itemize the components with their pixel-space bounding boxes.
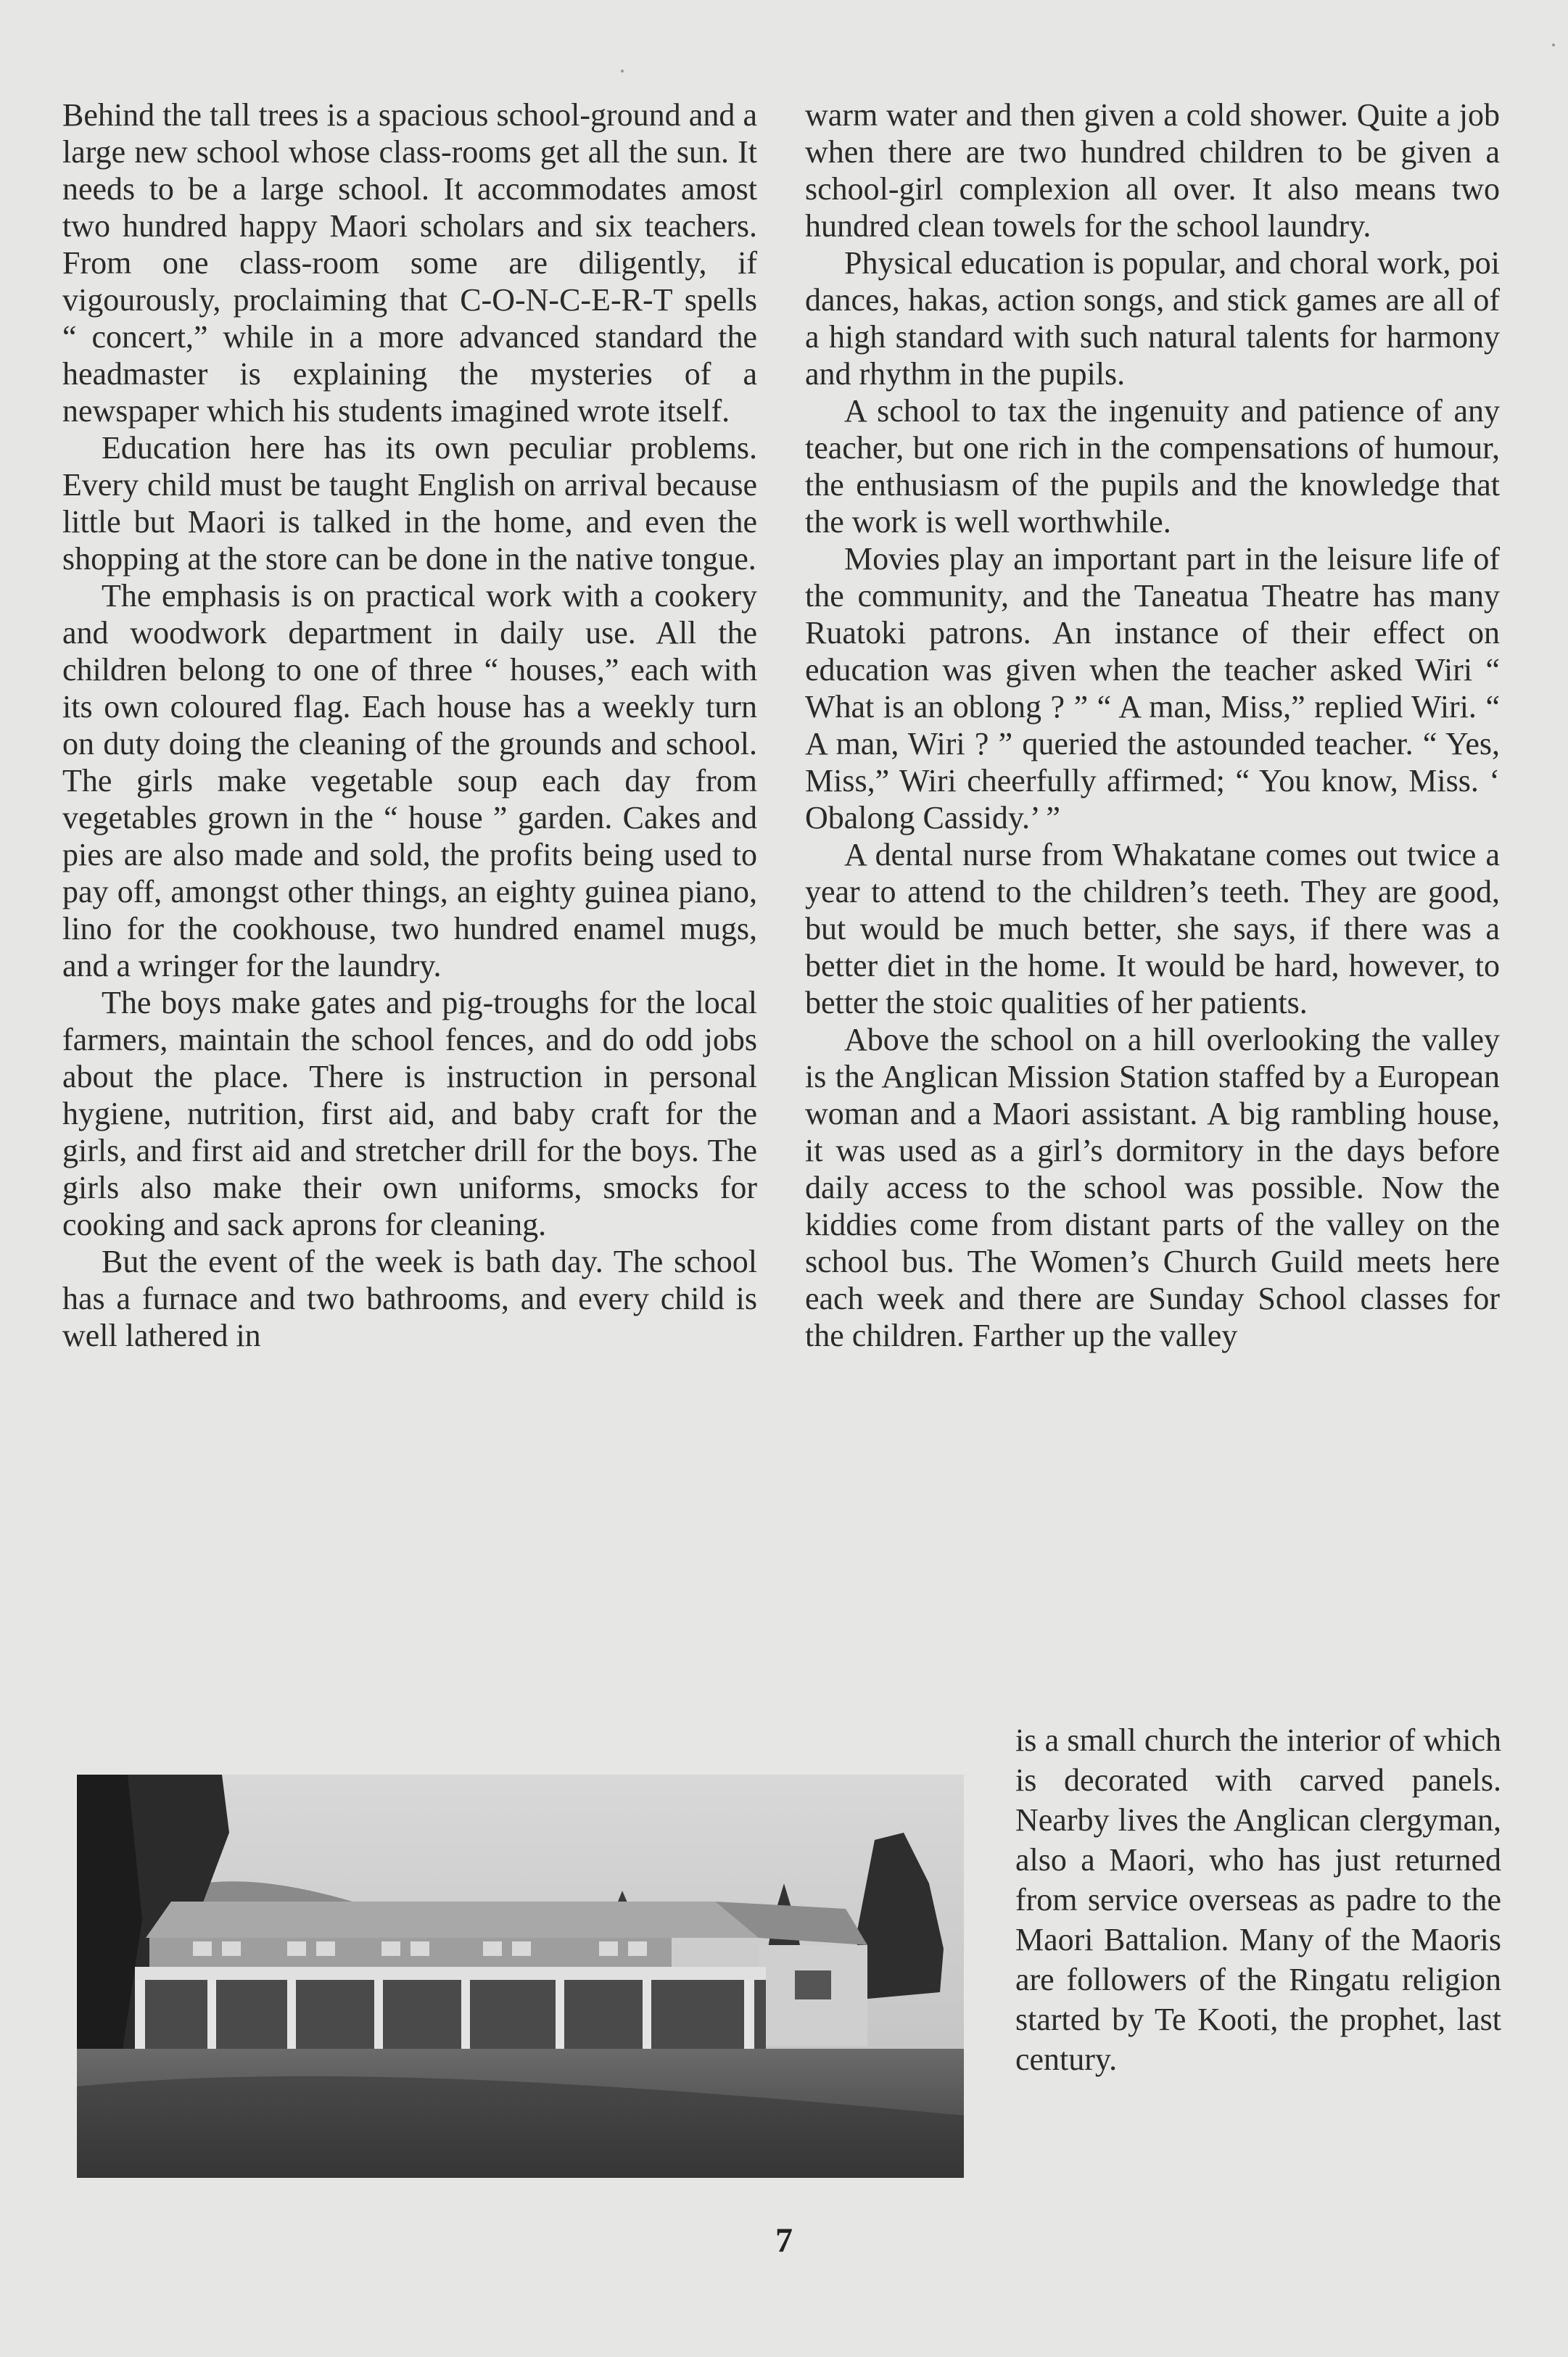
paragraph: A dental nurse from Whakatane comes out twice a year to attend to the children’s teeth. They are good, but would be much better, she says, if there was a better diet in the home. It would be hard, however, to better the stoic qualities of her patients. [805,837,1500,1020]
school-building-photo-drawing [77,1775,964,2178]
paragraph: Physical education is popular, and choral work, poi dances, hakas, action songs, and stick games are all of a high standard with such natural talents for harmony and rhythm in the pupils. [805,245,1500,392]
school-building-photo [77,1775,964,2178]
paragraph: Above the school on a hill overlooking the valley is the Anglican Mission Station staffed by a European woman and a Maori assistant. A big rambling house, it was used as a girl’s dormitory in the days before daily access to the school was possible. Now the kiddies come from distant parts of the valley on the school bus. The Women’s Church Guild meets here each week and there are Sunday School classes for the children. Farther up the valley [805,1022,1500,1353]
paper-speck [621,70,624,73]
paper-speck [1552,44,1555,46]
page-number: 7 [775,2221,793,2260]
left-column [62,96,757,1354]
paragraph: The boys make gates and pig-troughs for the local farmers, maintain the school fences, and do odd jobs about the place. There is instruction in personal hygiene, nutrition, first aid, and baby craft for the girls, and first aid and stretcher drill for the boys. The girls also make their own uniforms, smocks for cooking and sack aprons for cleaning. [62,985,757,1242]
paragraph: But the event of the week is bath day. The school has a furnace and two bathrooms, and every child is well lathered in [62,1244,757,1353]
paragraph: Behind the tall trees is a spacious school-ground and a large new school whose class-rooms get all the sun. It needs to be a large school. It accommodates amost two hundred happy Maori scholars and six teachers. From one class-room some are diligently, if vigourously, proclaiming that C-O-N-C-E-R-T spells “ concert,” while in a more advanced standard the headmaster is explaining the mysteries of a newspaper which his students imagined wrote itself. [62,97,757,429]
wrapped-text-beside-photo [1015,1720,1501,2079]
paragraph: is a small church the interior of which is decorated with carved panels. Nearby lives the Anglican clergyman, also a Maori, who has just returned from service overseas as padre to the Maori Battalion. Many of the Maoris are followers of the Ringatu religion started by Te Kooti, the prophet, last century. [1015,1722,1501,2077]
paragraph: The emphasis is on practical work with a cookery and woodwork department in daily use. All the children belong to one of three “ houses,” each with its own coloured flag. Each house has a weekly turn on duty doing the cleaning of the grounds and school. The girls make vegetable soup each day from vegetables grown in the “ house ” garden. Cakes and pies are also made and sold, the profits being used to pay off, amongst other things, an eighty guinea piano, lino for the cookhouse, two hundred enamel mugs, and a wringer for the laundry. [62,578,757,983]
paragraph: A school to tax the ingenuity and patience of any teacher, but one rich in the compensations of humour, the enthusiasm of the pupils and the knowledge that the work is well worthwhile. [805,393,1500,540]
paragraph: Movies play an important part in the leisure life of the community, and the Taneatua Theatre has many Ruatoki patrons. An instance of their effect on education was given when the teacher asked Wiri “ What is an oblong ? ” “ A man, Miss,” replied Wiri. “ A man, Wiri ? ” queried the astounded teacher. “ Yes, Miss,” Wiri cheerfully affirmed; “ You know, Miss. ‘ Obalong Cassidy.’ ” [805,541,1500,835]
right-column [805,96,1500,1354]
paragraph: Education here has its own peculiar problems. Every child must be taught English on arrival because little but Maori is talked in the home, and even the shopping at the store can be done in the native tongue. [62,430,757,577]
paragraph: warm water and then given a cold shower. Quite a job when there are two hundred children to be given a school-girl complexion all over. It also means two hundred clean towels for the school laundry. [805,97,1500,244]
